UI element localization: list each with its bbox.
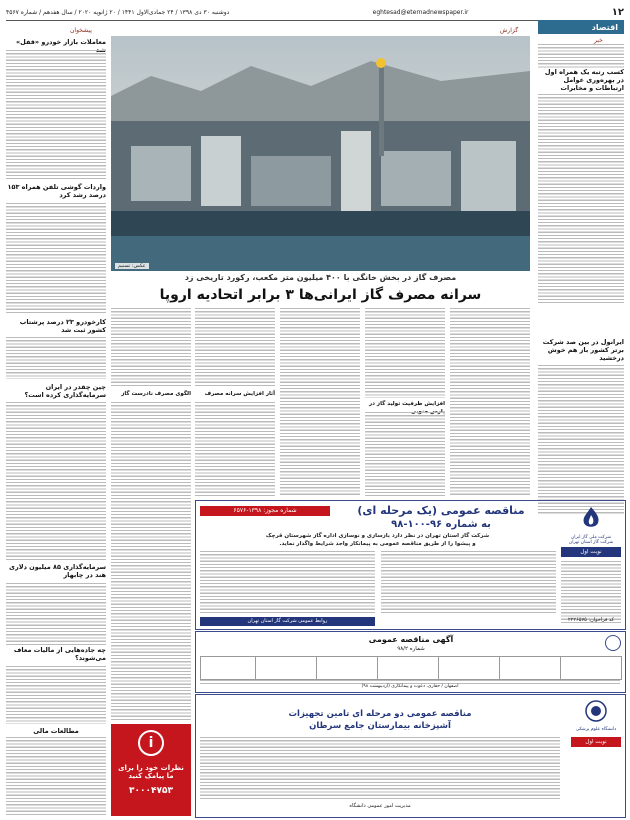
left-body-3 bbox=[6, 337, 106, 379]
section-label: اقتصاد bbox=[538, 20, 624, 34]
main-col-5a bbox=[111, 308, 191, 388]
tender-org-2: و پیشوا را از طریق مناقصه عمومی به پیمانکار واجد شرایط واگذار نماید. bbox=[279, 541, 476, 547]
main-col-4a bbox=[195, 308, 275, 388]
tender-title: مناقصه عمومی (یک مرحله ای) bbox=[357, 504, 525, 517]
hospital-round-badge: نوبت اول bbox=[571, 737, 621, 747]
sms-feedback-ad bbox=[111, 724, 191, 816]
main-subhead-2: آثار افزایش سرانه مصرف bbox=[204, 391, 275, 397]
left-heading-1: معاملات بازار خودرو «قفل» شد bbox=[15, 38, 106, 54]
tender2-table bbox=[200, 656, 622, 680]
photo-caption: عکس: تسنیم bbox=[115, 263, 149, 269]
left-heading-7: مطالعات مالی bbox=[33, 727, 79, 735]
top-bar bbox=[6, 4, 624, 21]
left-heading-4: چین چقدر در ایران سرمایه‌گذاری کرده است؟ bbox=[24, 383, 106, 399]
main-col-4b bbox=[195, 402, 275, 496]
gas-refinery-photo bbox=[111, 36, 530, 271]
tender-hospital-ad bbox=[195, 694, 626, 818]
tender2-footer: اصفهان / حفاری، دعوت و پیمانکاری (اردیبهشت ۹۸) bbox=[361, 684, 459, 689]
left-body-5 bbox=[6, 583, 106, 645]
info-icon: i bbox=[138, 730, 164, 756]
round-badge: نوبت اول bbox=[561, 547, 621, 557]
tender2-title: آگهی مناقصه عمومی bbox=[368, 635, 454, 644]
flame-logo-icon bbox=[576, 505, 606, 531]
main-col-1 bbox=[450, 308, 530, 496]
tender3-title: مناقصه عمومی دو مرحله ای تامین تجهیزات bbox=[288, 709, 472, 719]
right-heading-2: ایرانول در بین صد شرکت برتر کشور باز هم خوش درخشید bbox=[542, 338, 624, 362]
main-col-2b bbox=[365, 412, 445, 496]
left-heading-6: چه جاده‌هایی از مالیات معاف می‌شوند؟ bbox=[13, 646, 106, 662]
news-label: خبر bbox=[594, 37, 603, 44]
main-col-5b bbox=[111, 402, 191, 722]
main-headline: سرانه مصرف گاز ایرانی‌ها ۳ برابر اتحادیه اروپا bbox=[159, 287, 482, 303]
website[interactable]: eghtesad@eternadnewspaper.ir bbox=[372, 8, 469, 16]
right-heading-1: کسب رتبه یک همراه اول در بهره‌وری عوامل ارتباطات و مخابرات bbox=[544, 68, 624, 92]
university-logo: دانشگاه علوم پزشکی bbox=[571, 699, 621, 733]
page-number: ۱۲ bbox=[611, 6, 624, 18]
right-intro-text bbox=[538, 44, 624, 68]
tender-number: به شماره ۹۶-۱۰۰-۹۸ bbox=[391, 519, 491, 530]
tender-code: کد فراخوان: ۲۲۲۶۵۷۵ bbox=[568, 617, 614, 623]
refinery-illustration bbox=[111, 36, 530, 271]
company-name: شرکت ملی گاز ایران bbox=[571, 535, 611, 540]
tender-org: شرکت گاز استان تهران در نظر دارد بازسازی و نوسازی اداره گاز شهرستان قرچک bbox=[265, 533, 490, 539]
tender2-number: شماره ۹۸/۲ bbox=[397, 646, 425, 652]
license-number: شماره مجوز: ۱۳۹۸-۶۵۷۶ bbox=[200, 506, 330, 516]
left-heading-2: واردات گوشی تلفن همراه ۱۵۳ درصد رشد کرد bbox=[7, 183, 106, 199]
tender-table-ad bbox=[195, 631, 626, 693]
main-subtitle: مصرف گاز در بخش خانگی با ۴۰۰ میلیون متر مکعب، رکورد تاریخی زد bbox=[184, 273, 457, 282]
left-body-7 bbox=[6, 737, 106, 815]
tender-footer: روابط عمومی شرکت گاز استان تهران bbox=[200, 617, 375, 626]
tender-side-text bbox=[561, 561, 621, 623]
right-body-1 bbox=[538, 94, 624, 304]
sms-text: نظرات خود را برای ما پیامک کنید bbox=[118, 764, 184, 780]
report-label: گزارش bbox=[500, 27, 519, 34]
main-col-3 bbox=[280, 308, 360, 496]
left-body-4 bbox=[6, 402, 106, 562]
left-body-6 bbox=[6, 666, 106, 724]
tender-details-2 bbox=[200, 551, 375, 615]
tender3-title-2: آشپزخانه بیمارستان جامع سرطان bbox=[309, 721, 451, 731]
org-logo-icon bbox=[605, 635, 621, 651]
main-subhead-1: افزایش ظرفیت تولید گاز در پارس جنوبی bbox=[369, 401, 445, 415]
tender-details-1 bbox=[381, 551, 556, 615]
main-col-2a bbox=[365, 308, 445, 398]
sms-number: ۳۰۰۰۴۷۵۳ bbox=[129, 786, 173, 796]
gas-company-logo bbox=[561, 505, 621, 545]
right-body-2 bbox=[538, 365, 624, 515]
left-heading-5: سرمایه‌گذاری ۸۵ میلیون دلاری هند در چابهار bbox=[9, 563, 106, 579]
left-body-2 bbox=[6, 203, 106, 313]
university-logo-icon bbox=[584, 699, 608, 723]
issue-date: دوشنبه ۳۰ دی ۱۳۹۸ / ۲۴ جمادی‌الاول ۱۴۴۱ / ۲۰ ژانویه ۲۰۲۰ / سال هفدهم / شماره ۴۵۶۷ bbox=[6, 8, 230, 16]
company-name-2: شرکت گاز استان تهران bbox=[568, 540, 614, 545]
tender3-body bbox=[200, 737, 560, 801]
tender-gas-ad bbox=[195, 500, 626, 630]
main-subhead-3: الگوی مصرف نادرست گاز bbox=[121, 391, 191, 397]
left-body-1 bbox=[6, 50, 106, 180]
bulletin-label: پیشخوان bbox=[70, 27, 92, 34]
left-heading-3: کارخودرو ۲۳ درصد پرشتاب کشور ثبت شد bbox=[19, 318, 106, 334]
tender3-footer: مدیریت امور عمومی دانشگاه bbox=[349, 803, 411, 809]
